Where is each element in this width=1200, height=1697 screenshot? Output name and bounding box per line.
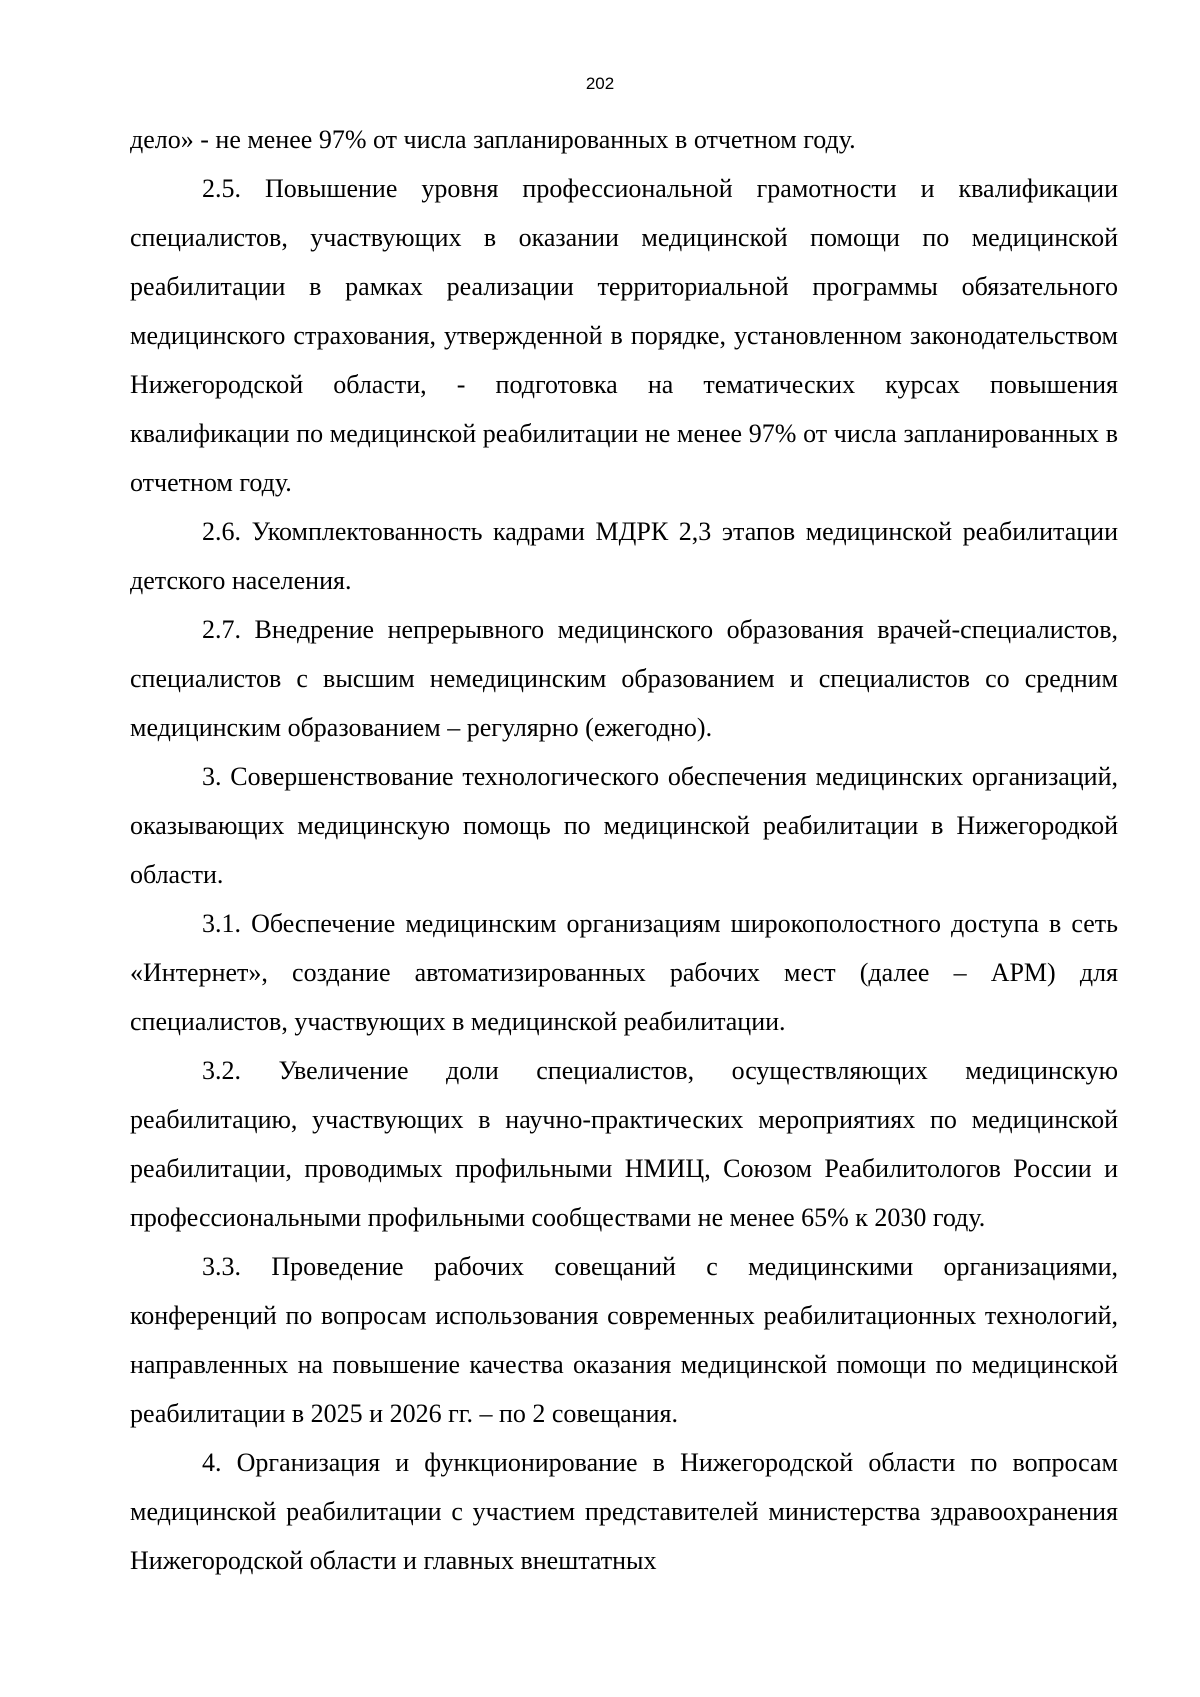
paragraph-2-6: 2.6. Укомплектованность кадрами МДРК 2,3 этапов медицинской реабилитации детского населения. bbox=[130, 517, 1118, 595]
page-number: 202 bbox=[585, 74, 615, 93]
paragraph-2-7: 2.7. Внедрение непрерывного медицинского образования врачей-специалистов, специалистов с высшим немедицинским образованием и специалистов со средним медицинским образованием – регулярно (ежегодно). bbox=[130, 615, 1118, 742]
paragraph-2-5: 2.5. Повышение уровня профессиональной грамотности и квалификации специалистов, участвующих в оказании медицинской помощи по медицинской реабилитации в рамках реализации территориальной программы обязательного медицинского страхования, утвержденной в порядке, установленном законодательством Нижегородской области, - подготовка на тематических курсах повышения квалификации по медицинской реабилитации не менее 97% от числа запланированных в отчетном году. bbox=[130, 174, 1118, 497]
paragraph-3-1: 3.1. Обеспечение медицинским организациям широкополостного доступа в сеть «Интернет», создание автоматизированных рабочих мест (далее – АРМ) для специалистов, участвующих в медицинской реабилитации. bbox=[130, 909, 1118, 1036]
paragraph-3: 3. Совершенствование технологического обеспечения медицинских организаций, оказывающих медицинскую помощь по медицинской реабилитации в Нижегородкой области. bbox=[130, 762, 1118, 889]
paragraph-4: 4. Организация и функционирование в Нижегородской области по вопросам медицинской реабилитации с участием представителей министерства здравоохранения Нижегородской области и главных внештатных bbox=[130, 1448, 1118, 1575]
paragraph-3-3: 3.3. Проведение рабочих совещаний с медицинскими организациями, конференций по вопросам использования современных реабилитационных технологий, направленных на повышение качества оказания медицинской помощи по медицинской реабилитации в 2025 и 2026 гг. – по 2 совещания. bbox=[130, 1252, 1118, 1428]
document-body bbox=[130, 115, 1118, 1585]
paragraph-3-2: 3.2. Увеличение доли специалистов, осуществляющих медицинскую реабилитацию, участвующих в научно-практических мероприятиях по медицинской реабилитации, проводимых профильными НМИЦ, Союзом Реабилитологов России и профессиональными профильными сообществами не менее 65% к 2030 году. bbox=[130, 1056, 1118, 1232]
paragraph-continuation: дело» - не менее 97% от числа запланированных в отчетном году. bbox=[130, 125, 856, 154]
